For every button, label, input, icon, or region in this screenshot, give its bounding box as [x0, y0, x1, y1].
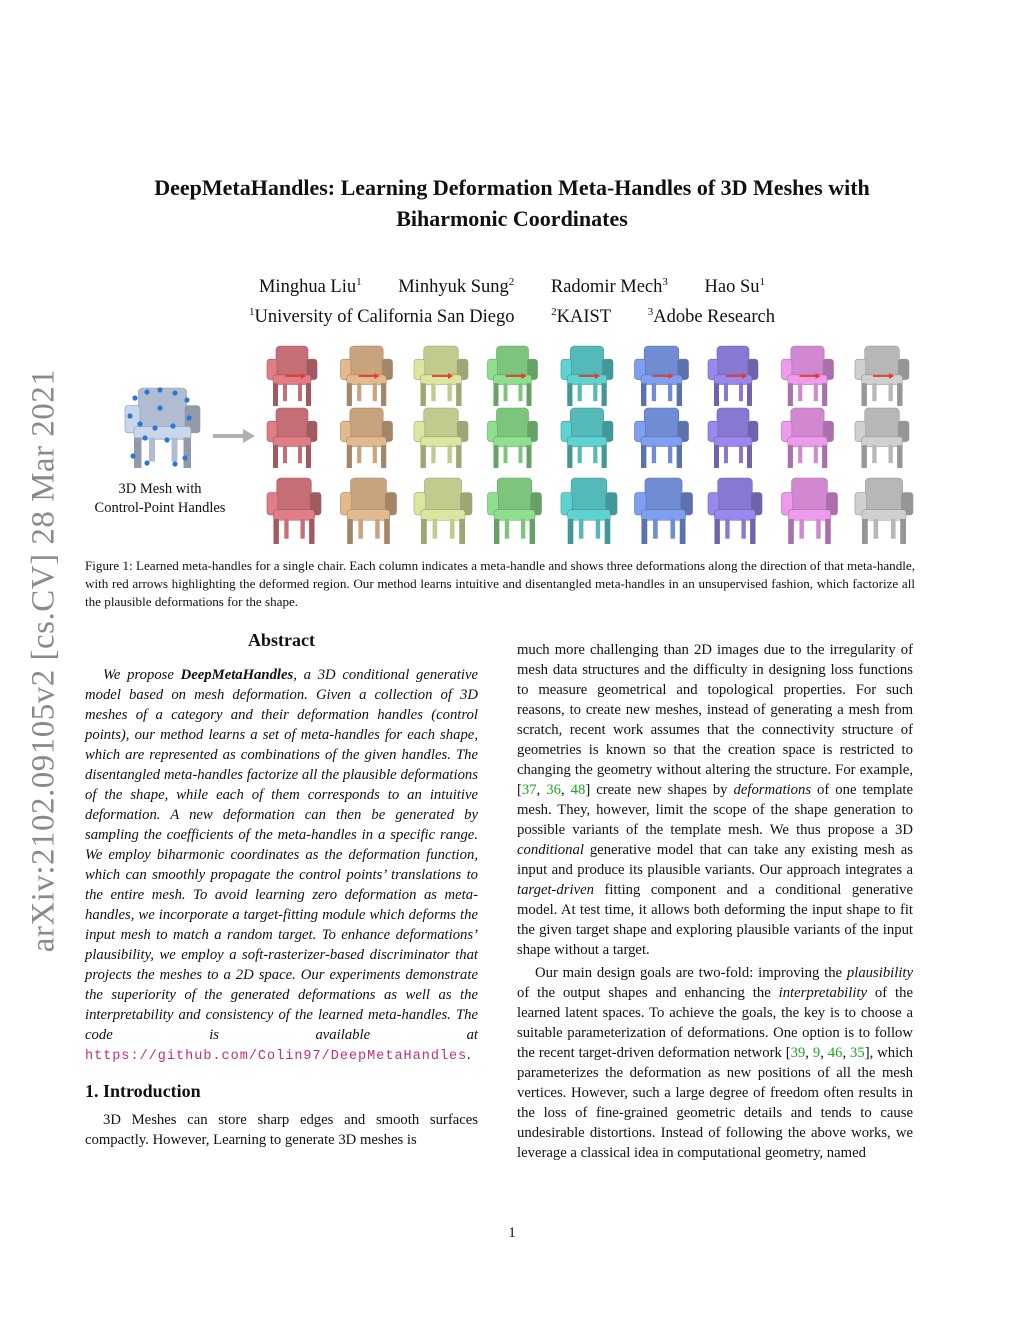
- control-point-handle: [142, 435, 147, 440]
- paper-title: [100, 172, 924, 234]
- control-point-handle: [137, 421, 142, 426]
- deformed-chair: [267, 408, 317, 468]
- deformed-chair: [488, 408, 538, 468]
- left-column: [85, 630, 478, 1150]
- author: Radomir Mech$^3$: [550, 276, 668, 298]
- deformed-chair: [414, 478, 472, 544]
- figure-caption: Figure 1: Learned meta-handles for a single chair. Each column indicates a meta-handle and shows three deformations along the direction of that meta-handle, with red arrows highlighting the deformed region. Our method learns intuitive and disentangled meta-handles in an unsupervised fashion, which factorize all the plausible deformations for the shape.: [85, 558, 915, 609]
- affiliation: $^1$University of California San Diego: [249, 306, 515, 328]
- deformed-chair: [782, 408, 834, 468]
- affiliation: $^3$Adobe Research: [647, 306, 775, 328]
- deformed-chair: [561, 478, 617, 544]
- citation-link[interactable]: 35: [850, 1045, 865, 1061]
- deformed-chair: [635, 408, 689, 468]
- control-point-handle: [130, 453, 135, 458]
- page-number: 1: [508, 1225, 516, 1241]
- control-point-handle: [182, 455, 187, 460]
- citation-link[interactable]: 48: [570, 782, 586, 798]
- control-point-handle: [157, 405, 162, 410]
- deformed-chair: [267, 478, 321, 544]
- arxiv-stamp-text: arXiv:2102.09105v2 [cs.CV] 28 Mar 2021: [25, 368, 62, 952]
- control-point-handle: [132, 395, 137, 400]
- arxiv-stamp: [18, 350, 70, 970]
- citation-link[interactable]: 9: [812, 1045, 821, 1061]
- citation-link[interactable]: 36: [546, 782, 561, 798]
- citation-link[interactable]: 39: [790, 1045, 806, 1061]
- deformed-chair: [708, 408, 758, 468]
- control-point-handle: [152, 425, 157, 430]
- deformed-chair: [341, 408, 393, 468]
- affiliation: $^2$KAIST: [551, 306, 612, 328]
- body-paragraph: Our main design goals are two-fold: improving the plausibility of the output shapes and enhancing the interpretability of the learned latent spaces. To achieve the goals, the key is to choose a suitable parameterization of deformations. One option is to follow the recent target-driven deformation network [39, 9, 46, 35], which parameterizes the deformation as new positions of all the mesh vertices. However, such a large degree of freedom often results in the loss of fine-grained geometric details and tends to cause undesirable distortions. Instead of following the above works, we leverage a classical idea in computational geometry, named: [517, 965, 914, 1161]
- control-point-handle: [172, 461, 177, 466]
- deformed-chair: [855, 408, 909, 468]
- right-column: [517, 640, 913, 1163]
- control-point-handle: [172, 390, 177, 395]
- deformed-chair: [488, 478, 542, 544]
- code-link[interactable]: https://github.com/Colin97/DeepMetaHandles: [85, 1049, 468, 1064]
- gray-arrow-head: [243, 429, 255, 443]
- control-point-handle: [144, 460, 149, 465]
- control-point-handle: [144, 389, 149, 394]
- figure-left-label: 3D Mesh with Control-Point Handles: [94, 481, 226, 516]
- title-line-1: DeepMetaHandles: Learning Deformation Meta-Handles of 3D Meshes with: [154, 175, 870, 200]
- deformed-chair: [855, 478, 913, 544]
- deformed-chair: [341, 478, 397, 544]
- introduction-heading: 1. Introduction: [85, 1081, 201, 1101]
- deformed-chair: [414, 408, 468, 468]
- control-point-handle: [157, 387, 162, 392]
- abstract-text: We propose DeepMetaHandles, a 3D conditional generative model based on mesh deformation. Given a collection of 3D meshes of a category and their deformation handles (control points), our method learns a set of meta-handles for each shape, which are represented as combinations of the given handles. The disentangled meta-handles factorize all the plausible deformations of the shape, while each of them corresponds to an intuitive deformation. A new deformation can then be generated by sampling the coefficients of the meta-handles in a specific range. We employ biharmonic coordinates as the deformation function, which can smoothly propagate the control points’ translations to the entire mesh. To avoid learning zero deformation as meta-handles, we incorporate a target-fitting module which deforms the input mesh to match a random target. To enhance deformations’ plausibility, we employ a soft-rasterizer-based discriminator that projects the meshes to a 2D space. Our experiments demonstrate the superiority of the generated deformations as well as the interpretability and consistency of the learned meta-handles. The code is available at https://github.com/Colin97/DeepMetaHandles.: [85, 667, 478, 1064]
- author: Minhyuk Sung$^2$: [398, 276, 515, 298]
- citation-link[interactable]: 37: [521, 782, 537, 798]
- control-point-handle: [127, 413, 132, 418]
- citation-link[interactable]: 46: [827, 1045, 843, 1061]
- author-list: [100, 270, 924, 300]
- author: Hao Su$^1$: [704, 276, 765, 298]
- control-point-handle: [164, 437, 169, 442]
- deformed-chair: [635, 478, 693, 544]
- control-point-handle: [186, 415, 191, 420]
- body-paragraph: much more challenging than 2D images due to the irregularity of mesh data structures and the difficulty in designing loss functions to measure geometrical and topological properties. For such reasons, to create new meshes, instead of generating a mesh from scratch, recent work assumes that the connectivity structure of geometries is known so that the creation space is restricted to changing the geometry without altering the structure. For example, [37, 36, 48] create new shapes by deformations of one template mesh. They, however, limit the scope of the shape generation to possible variants of the template mesh. We thus propose a 3D conditional generative model that can take any existing mesh as input and produce its plausible variants. Our approach integrates a target-driven fitting component and a conditional generative model. At test time, it allows both deforming the input shape to fit the given target shape and exploring plausible variants of the input shape without a target.: [517, 642, 914, 958]
- abstract-heading: Abstract: [248, 630, 315, 650]
- deformed-chair: [708, 478, 762, 544]
- intro-paragraph: 3D Meshes can store sharp edges and smooth surfaces compactly. However, Learning to generate 3D meshes is: [85, 1112, 478, 1148]
- control-point-handle: [184, 397, 189, 402]
- author: Minghua Liu$^1$: [258, 276, 362, 298]
- deformed-chair: [561, 408, 613, 468]
- deformed-chair: [782, 478, 838, 544]
- title-line-2: Biharmonic Coordinates: [396, 206, 628, 231]
- control-point-handle: [170, 423, 175, 428]
